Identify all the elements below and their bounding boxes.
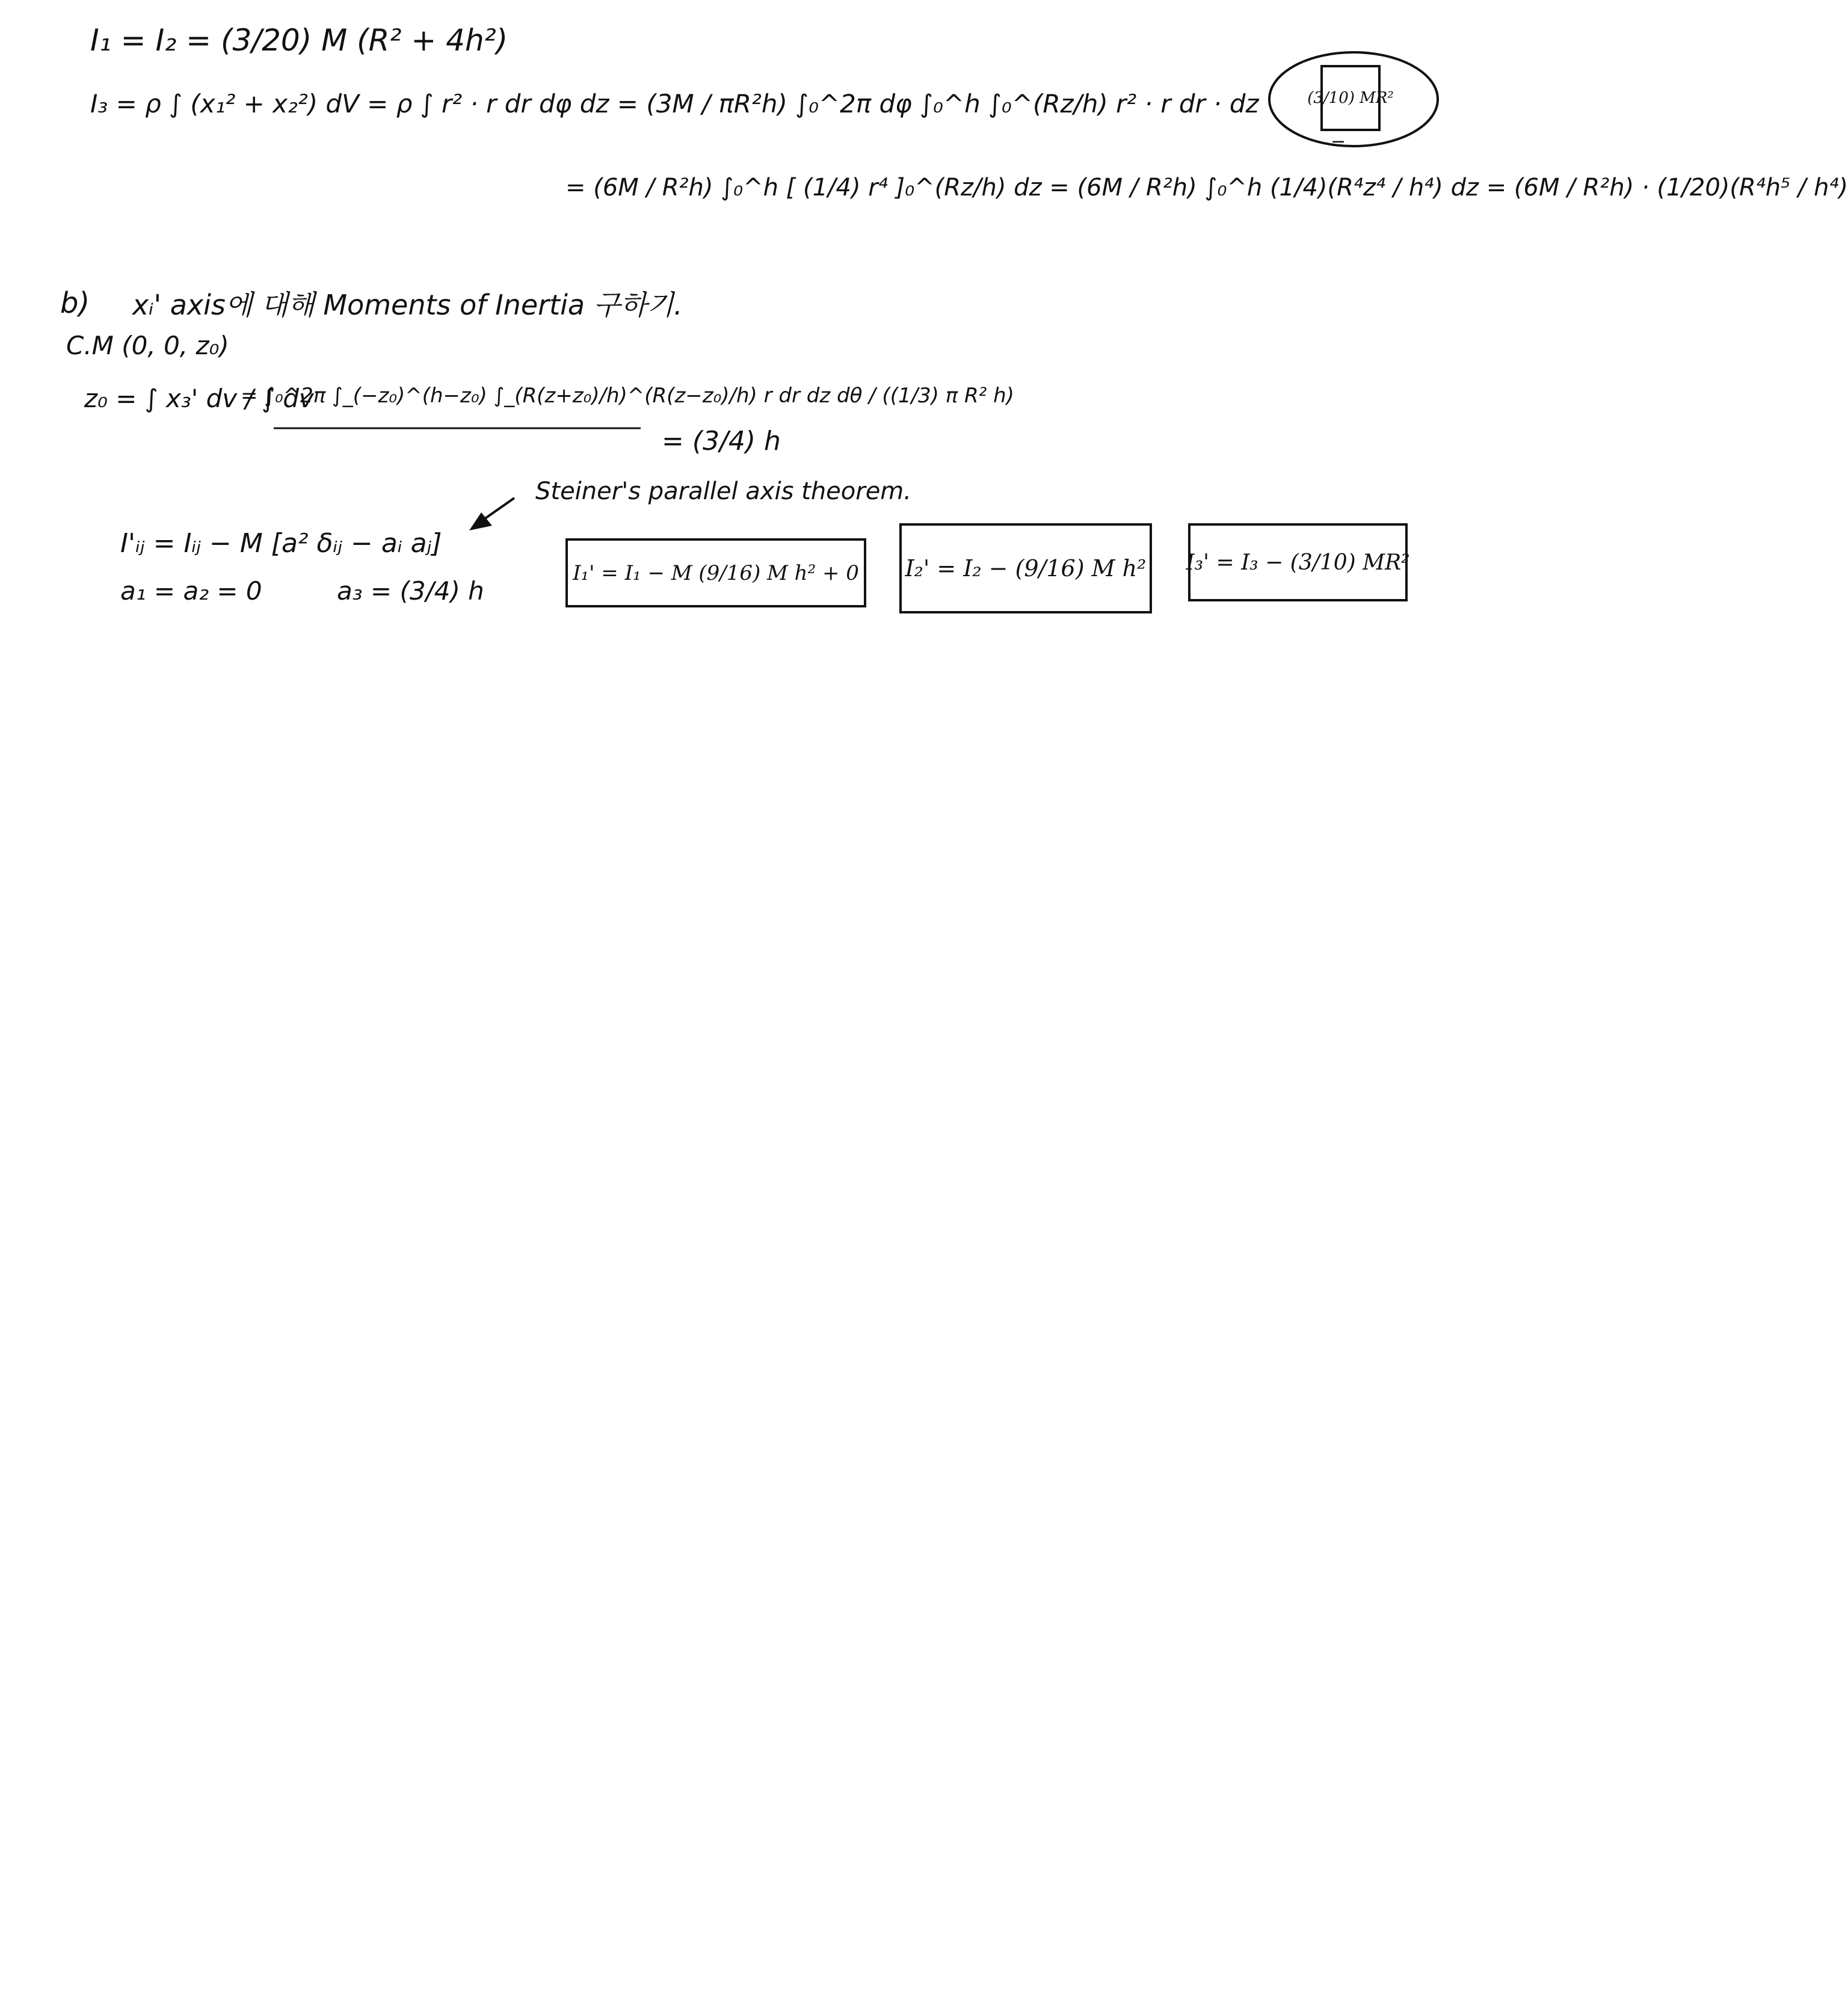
steiner-arrow-shaft — [478, 498, 514, 523]
part-b-label: b) — [60, 286, 90, 320]
i1-i2-equation: I₁ = I₂ = (3/20) M (R² + 4h²) — [90, 23, 508, 58]
i3-result-value: (3/10) MR² — [1307, 89, 1394, 107]
z0-integral: = ∫₀^2π ∫_(−z₀)^(h−z₀) ∫_(R(z+z₀)/h)^(R(z−z₀)/h) r dr dz dθ / ((1/3) π R² h) — [241, 384, 1014, 408]
z0-result: = (3/4) h — [662, 426, 781, 456]
i3-integral-setup: I₃ = ρ ∫ (x₁² + x₂²) dV = ρ ∫ r² · r dr dφ dz = (3M / πR²h) ∫₀^2π dφ ∫₀^h ∫₀^(Rz/h) r² · r dr · dz — [90, 89, 1259, 118]
i3-result-box — [1307, 65, 1394, 131]
center-of-mass: C.M (0, 0, z₀) — [66, 331, 229, 360]
part-b-heading: xᵢ' axis에 대해 Moments of Inertia 구하기. — [132, 289, 683, 321]
i1-prime-box — [565, 538, 866, 607]
offset-a3: a₃ = (3/4) h — [337, 576, 484, 606]
i1-prime-value: I₁' = I₁ − M (9/16) M h² + 0 — [573, 561, 859, 585]
i2-prime-box — [899, 523, 1152, 613]
i3-integral-evaluation: = (6M / R²h) ∫₀^h [ (1/4) r⁴ ]₀^(Rz/h) dz = (6M / R²h) ∫₀^h (1/4)(R⁴z⁴ / h⁴) dz = (6M / R²h) · (1/20)(R⁴h⁵ / h⁴) — [565, 174, 1848, 201]
i3-prime-box — [1188, 523, 1408, 601]
i2-prime-value: I₂' = I₂ − (9/16) M h² — [905, 555, 1147, 582]
steiner-arrow-head — [469, 512, 492, 530]
i3-result-equals-mark: = — [1331, 133, 1346, 154]
steiner-theorem-note: Steiner's parallel axis theorem. — [535, 478, 911, 505]
z0-definition: z₀ = ∫ x₃' dv / ∫ dv — [84, 384, 314, 413]
parallel-axis-formula: I'ᵢⱼ = Iᵢⱼ − M [a² δᵢⱼ − aᵢ aⱼ] — [120, 528, 442, 559]
offset-a1-a2: a₁ = a₂ = 0 — [120, 576, 262, 606]
i3-prime-value: I₃' = I₃ − (3/10) MR² — [1186, 550, 1410, 575]
